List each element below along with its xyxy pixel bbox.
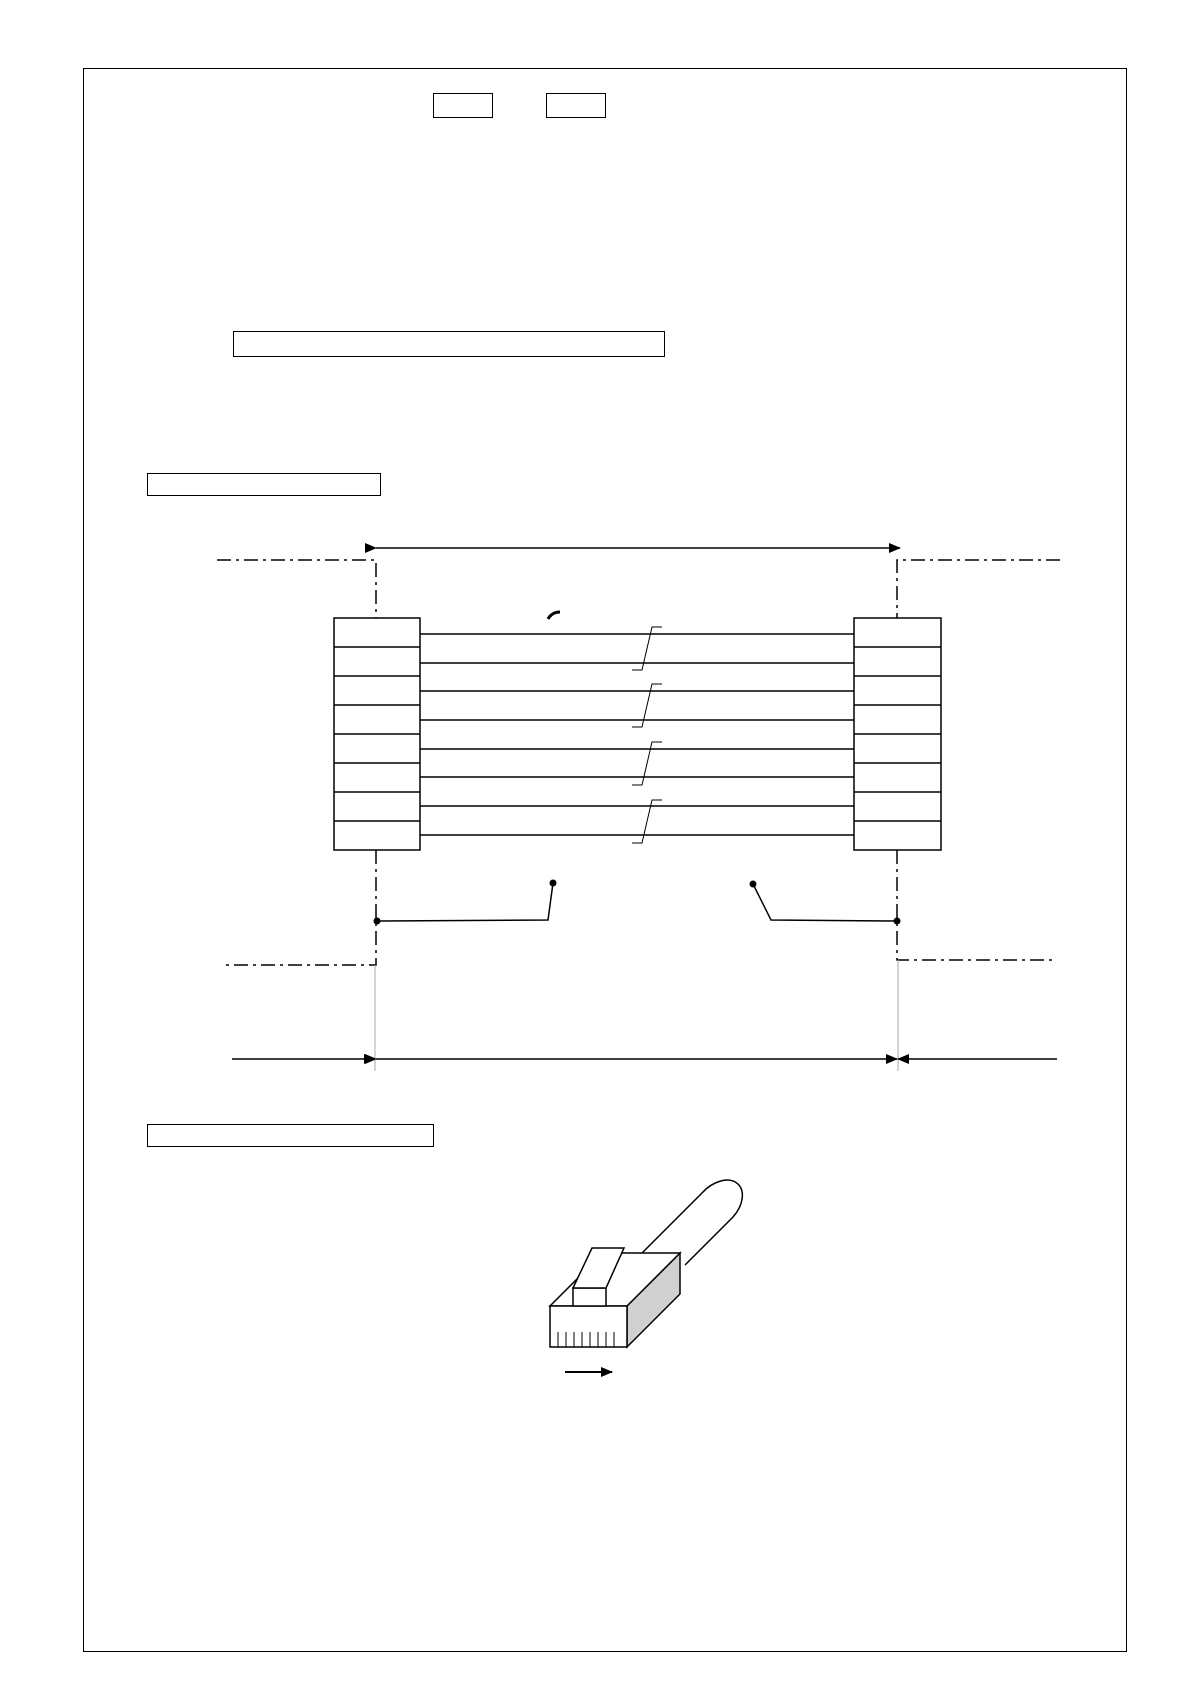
leader-dots <box>374 880 901 925</box>
right-connector <box>854 618 941 850</box>
left-connector <box>334 618 420 850</box>
cable-wires <box>420 634 854 835</box>
bottom-reference-lines <box>224 850 1056 965</box>
twisted-pair-marks <box>632 627 662 843</box>
top-reference-lines <box>217 560 1060 618</box>
tick-mark <box>548 612 560 619</box>
vertical-guides <box>375 960 898 1071</box>
leader-lines <box>377 883 897 921</box>
rj45-plug-icon <box>550 1180 742 1347</box>
